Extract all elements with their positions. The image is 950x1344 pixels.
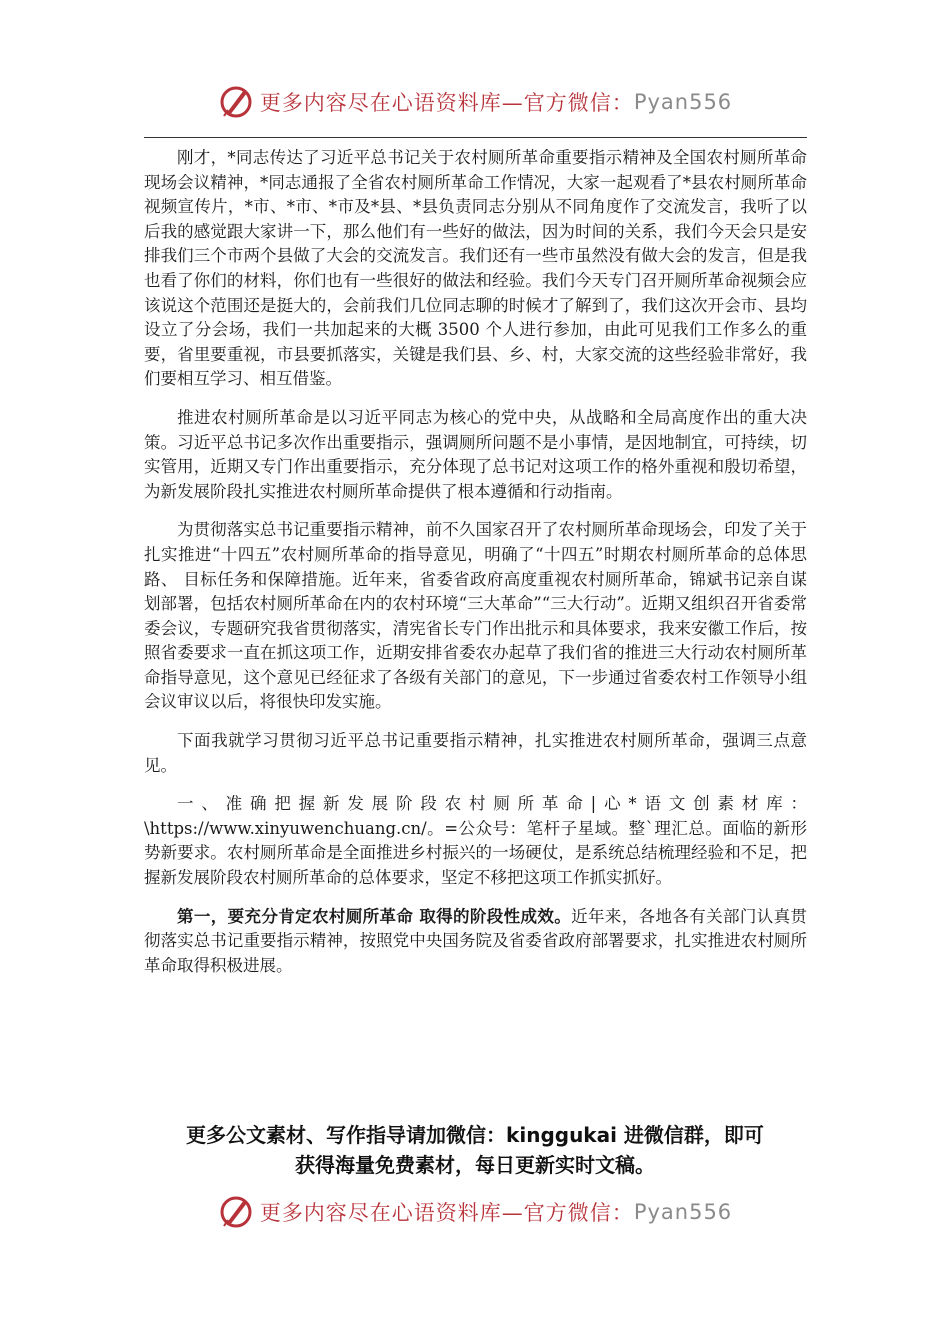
paragraph-text: 近年来，各地各有关部门认真贯彻落实总书记重要指示精神，按照党中央国务院及省委省政府部署要求，扎实推进农村厕所革命取得积极进展。 — [144, 906, 808, 975]
header-divider — [144, 137, 807, 138]
footer-note — [120, 1120, 830, 1180]
paragraph: 为贯彻落实总书记重要指示精神，前不久国家召开了农村厕所革命现场会，印发了关于扎实推进“十四五”农村厕所革命的指导意见，明确了“十四五”时期农村厕所革命的总体思路、 目标任务和保障措施。近年来，省委省政府高度重视农村厕所革命，锦斌书记亲自谋划部署，包括农村厕所革命在内的农村环境“三大革命”“三大行动”。近期又组织召开省委常委会议，专题研究我省贯彻落实，清宪省长专门作出批示和具体要求，我来安徽工作后，按照省委要求一直在抓这项工作，近期安排省委农办起草了我们省的推进三大行动农村厕所革命指导意见，这个意见已经征求了各级有关部门的意见，下一步通过省委农村工作领导小组会议审议以后，将很快印发实施。 — [144, 520, 807, 712]
quill-logo-icon — [218, 1194, 254, 1230]
quill-logo-icon — [218, 84, 254, 120]
banner-wechat-id: Pyan556 — [633, 90, 733, 114]
header-banner — [0, 82, 950, 122]
banner-wechat-id: Pyan556 — [633, 1200, 733, 1224]
footer-banner — [0, 1192, 950, 1232]
paragraph-bold-lead: 第一，要充分肯定农村厕所革命 取得的阶段性成效。 — [177, 906, 572, 926]
footer-note-line: 获得海量免费素材，每日更新实时文稿。 — [295, 1153, 655, 1177]
banner-title: 更多内容尽在心语资料库—官方微信： — [259, 1201, 634, 1225]
paragraph: 下面我就学习贯彻习近平总书记重要指示精神，扎实推进农村厕所革命，强调三点意见。 — [144, 731, 807, 775]
paragraph — [144, 905, 807, 979]
paragraph: 刚才，*同志传达了习近平总书记关于农村厕所革命重要指示精神及全国农村厕所革命现场会议精神，*同志通报了全省农村厕所革命工作情况，大家一起观看了*县农村厕所革命视频宣传片，*市、*市、*市及*县、*县负责同志分别从不同角度作了交流发言，我听了以后我的感觉跟大家讲一下，那么他们有一些好的做法，因为时间的关系，我们今天会只是安排我们三个市两个县做了大会的交流发言。我们还有一些市虽然没有做大会的发言，但是我也看了你们的材料，你们也有一些很好的做法和经验。我们今天专门召开厕所革命视频会应该说这个范围还是挺大的，会前我们几位同志聊的时候才了解到了，我们这次开会市、县均设立了分会场，我们一共加起来的大概 3500 个人进行参加，由此可见我们工作多么的重要，省里要重视，市县要抓落实，关键是我们县、乡、村，大家交流的这些经验非常好，我们要相互学习、相互借鉴。 — [144, 148, 807, 389]
paragraph: 一、准确把握新发展阶段农村厕所革命|心*语文创素材库：\https://www.xinyuwenchuang.cn/。=公众号：笔杆子星域。整`理汇总。面临的新形势新要求。农村厕所革命是全面推进乡村振兴的一场硬仗，是系统总结梳理经验和不足，把握新发展阶段农村厕所革命的总体要求，坚定不移把这项工作抓实抓好。 — [144, 794, 807, 888]
banner-title: 更多内容尽在心语资料库—官方微信： — [259, 91, 634, 115]
paragraph: 推进农村厕所革命是以习近平同志为核心的党中央，从战略和全局高度作出的重大决策。习近平总书记多次作出重要指示，强调厕所问题不是小事情，是因地制宜，可持续，切实管用，近期又专门作出重要指示，充分体现了总书记对这项工作的格外重视和殷切希望，为新发展阶段扎实推进农村厕所革命提供了根本遵循和行动指南。 — [144, 407, 807, 501]
document-body — [144, 146, 807, 992]
footer-note-line: 更多公文素材、写作指导请加微信：kinggukai 进微信群，即可 — [186, 1123, 764, 1147]
